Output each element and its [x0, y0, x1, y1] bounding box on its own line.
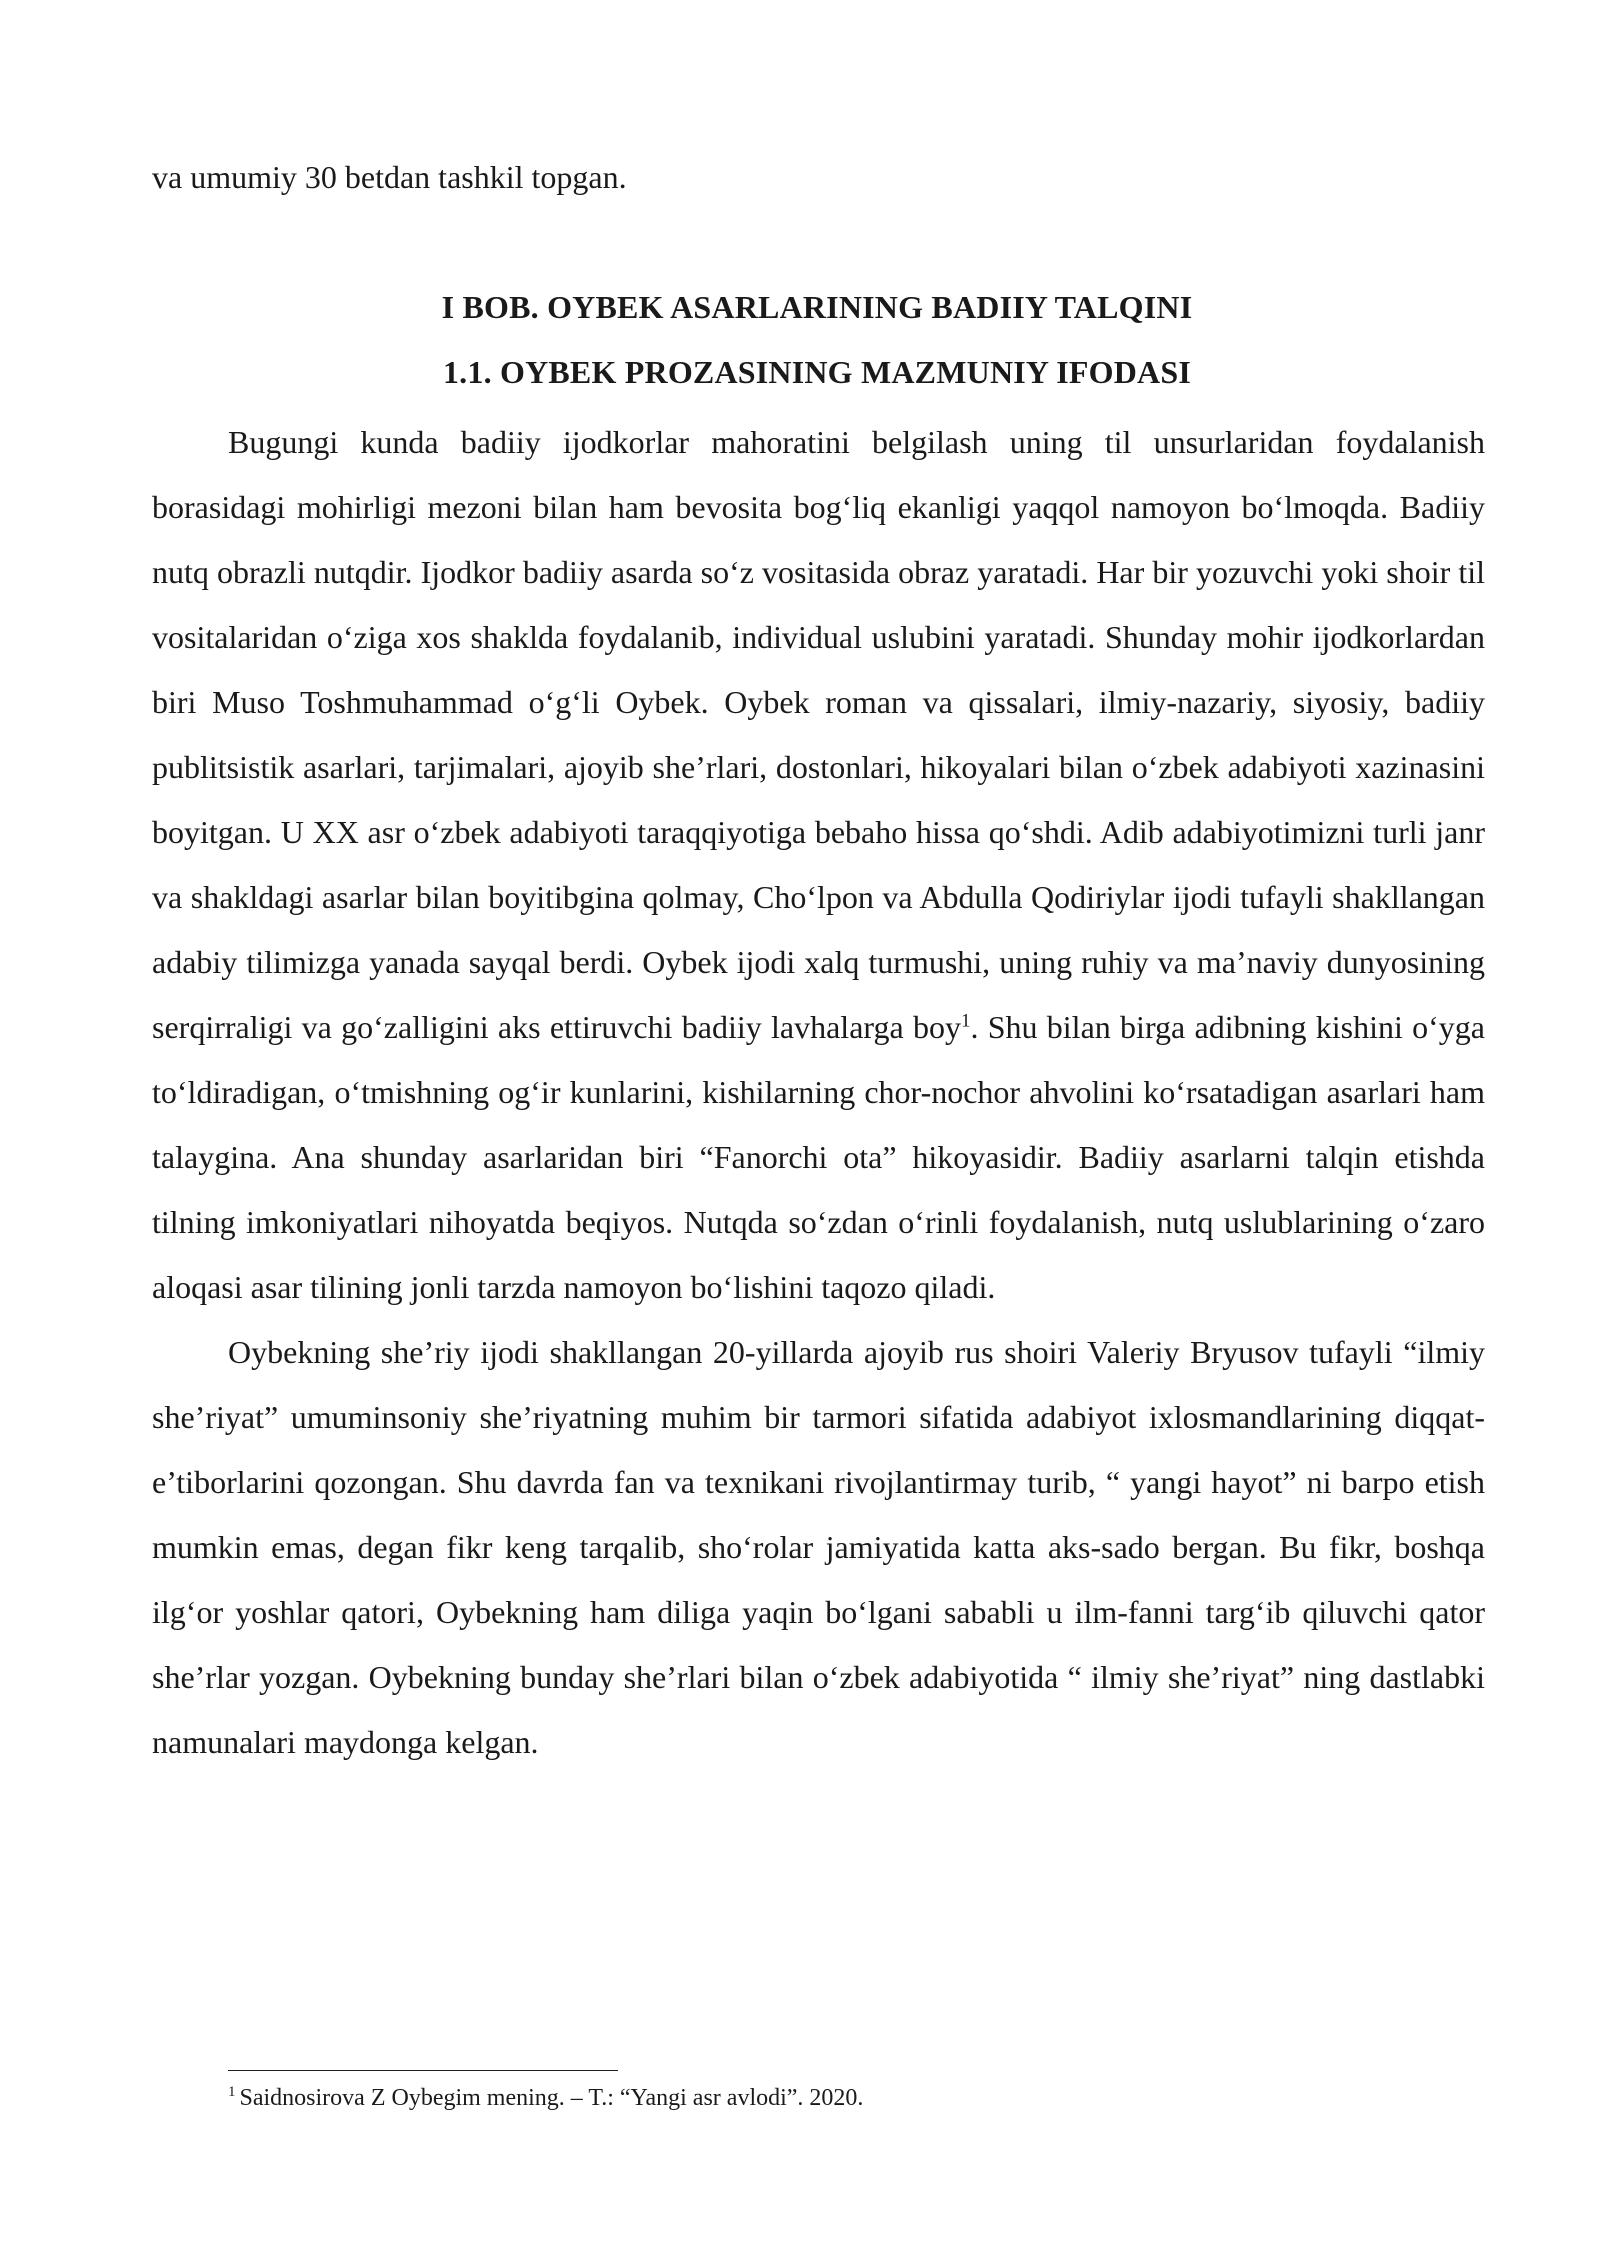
- paragraph-1-part-2: . Shu bilan birga adibning kishini o‘yga to‘ldiradigan, o‘tmishning og‘ir kunlarini, kishilarning chor-nochor ahvolini ko‘rsatadigan asarlari ham talaygina. Ana shunday asarlaridan biri “Fanorchi ota” hikoyasidir. Badiiy asarlarni talqin etishda tilning imkoniyatlari nihoyatda beqiyos. Nutqda so‘zdan o‘rinli foydalanish, nutq uslublarining o‘zaro aloqasi asar tilining jonli tarzda namoyon bo‘lishini taqozo qiladi.: [152, 1009, 1486, 1305]
- chapter-title: I BOB. OYBEK ASARLARINING BADIIY TALQINI: [441, 289, 1193, 325]
- paragraph-1-part-1: Bugungi kunda badiiy ijodkorlar mahoratini belgilash uning til unsurlaridan foydalanish borasidagi mohirligi mezoni bilan ham bevosita bog‘liq ekanligi yaqqol namoyon bo‘lmoqda. Badiiy nutq obrazli nutqdir. Ijodkor badiiy asarda so‘z vositasida obraz yaratadi. Har bir yozuvchi yoki shoir til vositalaridan o‘ziga xos shaklda foydalanib, individual uslubini yaratadi. Shunday mohir ijodkorlardan biri Muso Toshmuhammad o‘g‘li Oybek. Oybek roman va qissalari, ilmiy-nazariy, siyosiy, badiiy publitsistik asarlari, tarjimalari, ajoyib she’rlari, dostonlari, hikoyalari bilan o‘zbek adabiyoti xazinasini boyitgan. U XX asr o‘zbek adabiyoti taraqqiyotiga bebaho hissa qo‘shdi. Adib adabiyotimizni turli janr va shakldagi asarlar bilan boyitibgina qolmay, Cho‘lpon va Abdulla Qodiriylar ijodi tufayli shakllangan adabiy tilimizga yanada sayqal berdi. Oybek ijodi xalq turmushi, uning ruhiy va ma’naviy dunyosining serqirraligi va go‘zalligini aks ettiruvchi badiiy lavhalarga boy: [152, 424, 1485, 1045]
- footnote-reference[interactable]: 1: [960, 1010, 971, 1032]
- paragraph-2: Oybekning she’riy ijodi shakllangan 20-yillarda ajoyib rus shoiri Valeriy Bryusov tufayli “ilmiy she’riyat” umuminsoniy she’riyatning muhim bir tarmori sifatida adabiyot ixlosmandlarining diqqat-e’tiborlarini qozongan. Shu davrda fan va texnikani rivojlantirmay turib, “ yangi hayot” ni barpo etish mumkin emas, degan fikr keng tarqalib, sho‘rolar jamiyatida katta aks-sado bergan. Bu fikr, boshqa ilg‘or yoshlar qatori, Oybekning ham diliga yaqin bo‘lgani sababli u ilm-fanni targ‘ib qiluvchi qator she’rlar yozgan. Oybekning bunday she’rlari bilan o‘zbek adabiyotida “ ilmiy she’riyat” ning dastlabki namunalari maydonga kelgan.: [152, 1334, 1485, 1760]
- footnote-separator: [228, 2070, 618, 2071]
- footnote-marker: 1: [228, 2084, 236, 2100]
- paragraph-1: [152, 410, 1485, 1320]
- section-title: 1.1. OYBEK PROZASINING MAZMUNIY IFODASI: [442, 354, 1191, 390]
- continuation-line: va umumiy 30 betdan tashkil topgan.: [152, 159, 627, 195]
- footnote-text: Saidnosirova Z Oybegim mening. – T.: “Yangi asr avlodi”. 2020.: [239, 2085, 864, 2111]
- body-text: [152, 410, 1485, 1775]
- footnote: [228, 2080, 1478, 2116]
